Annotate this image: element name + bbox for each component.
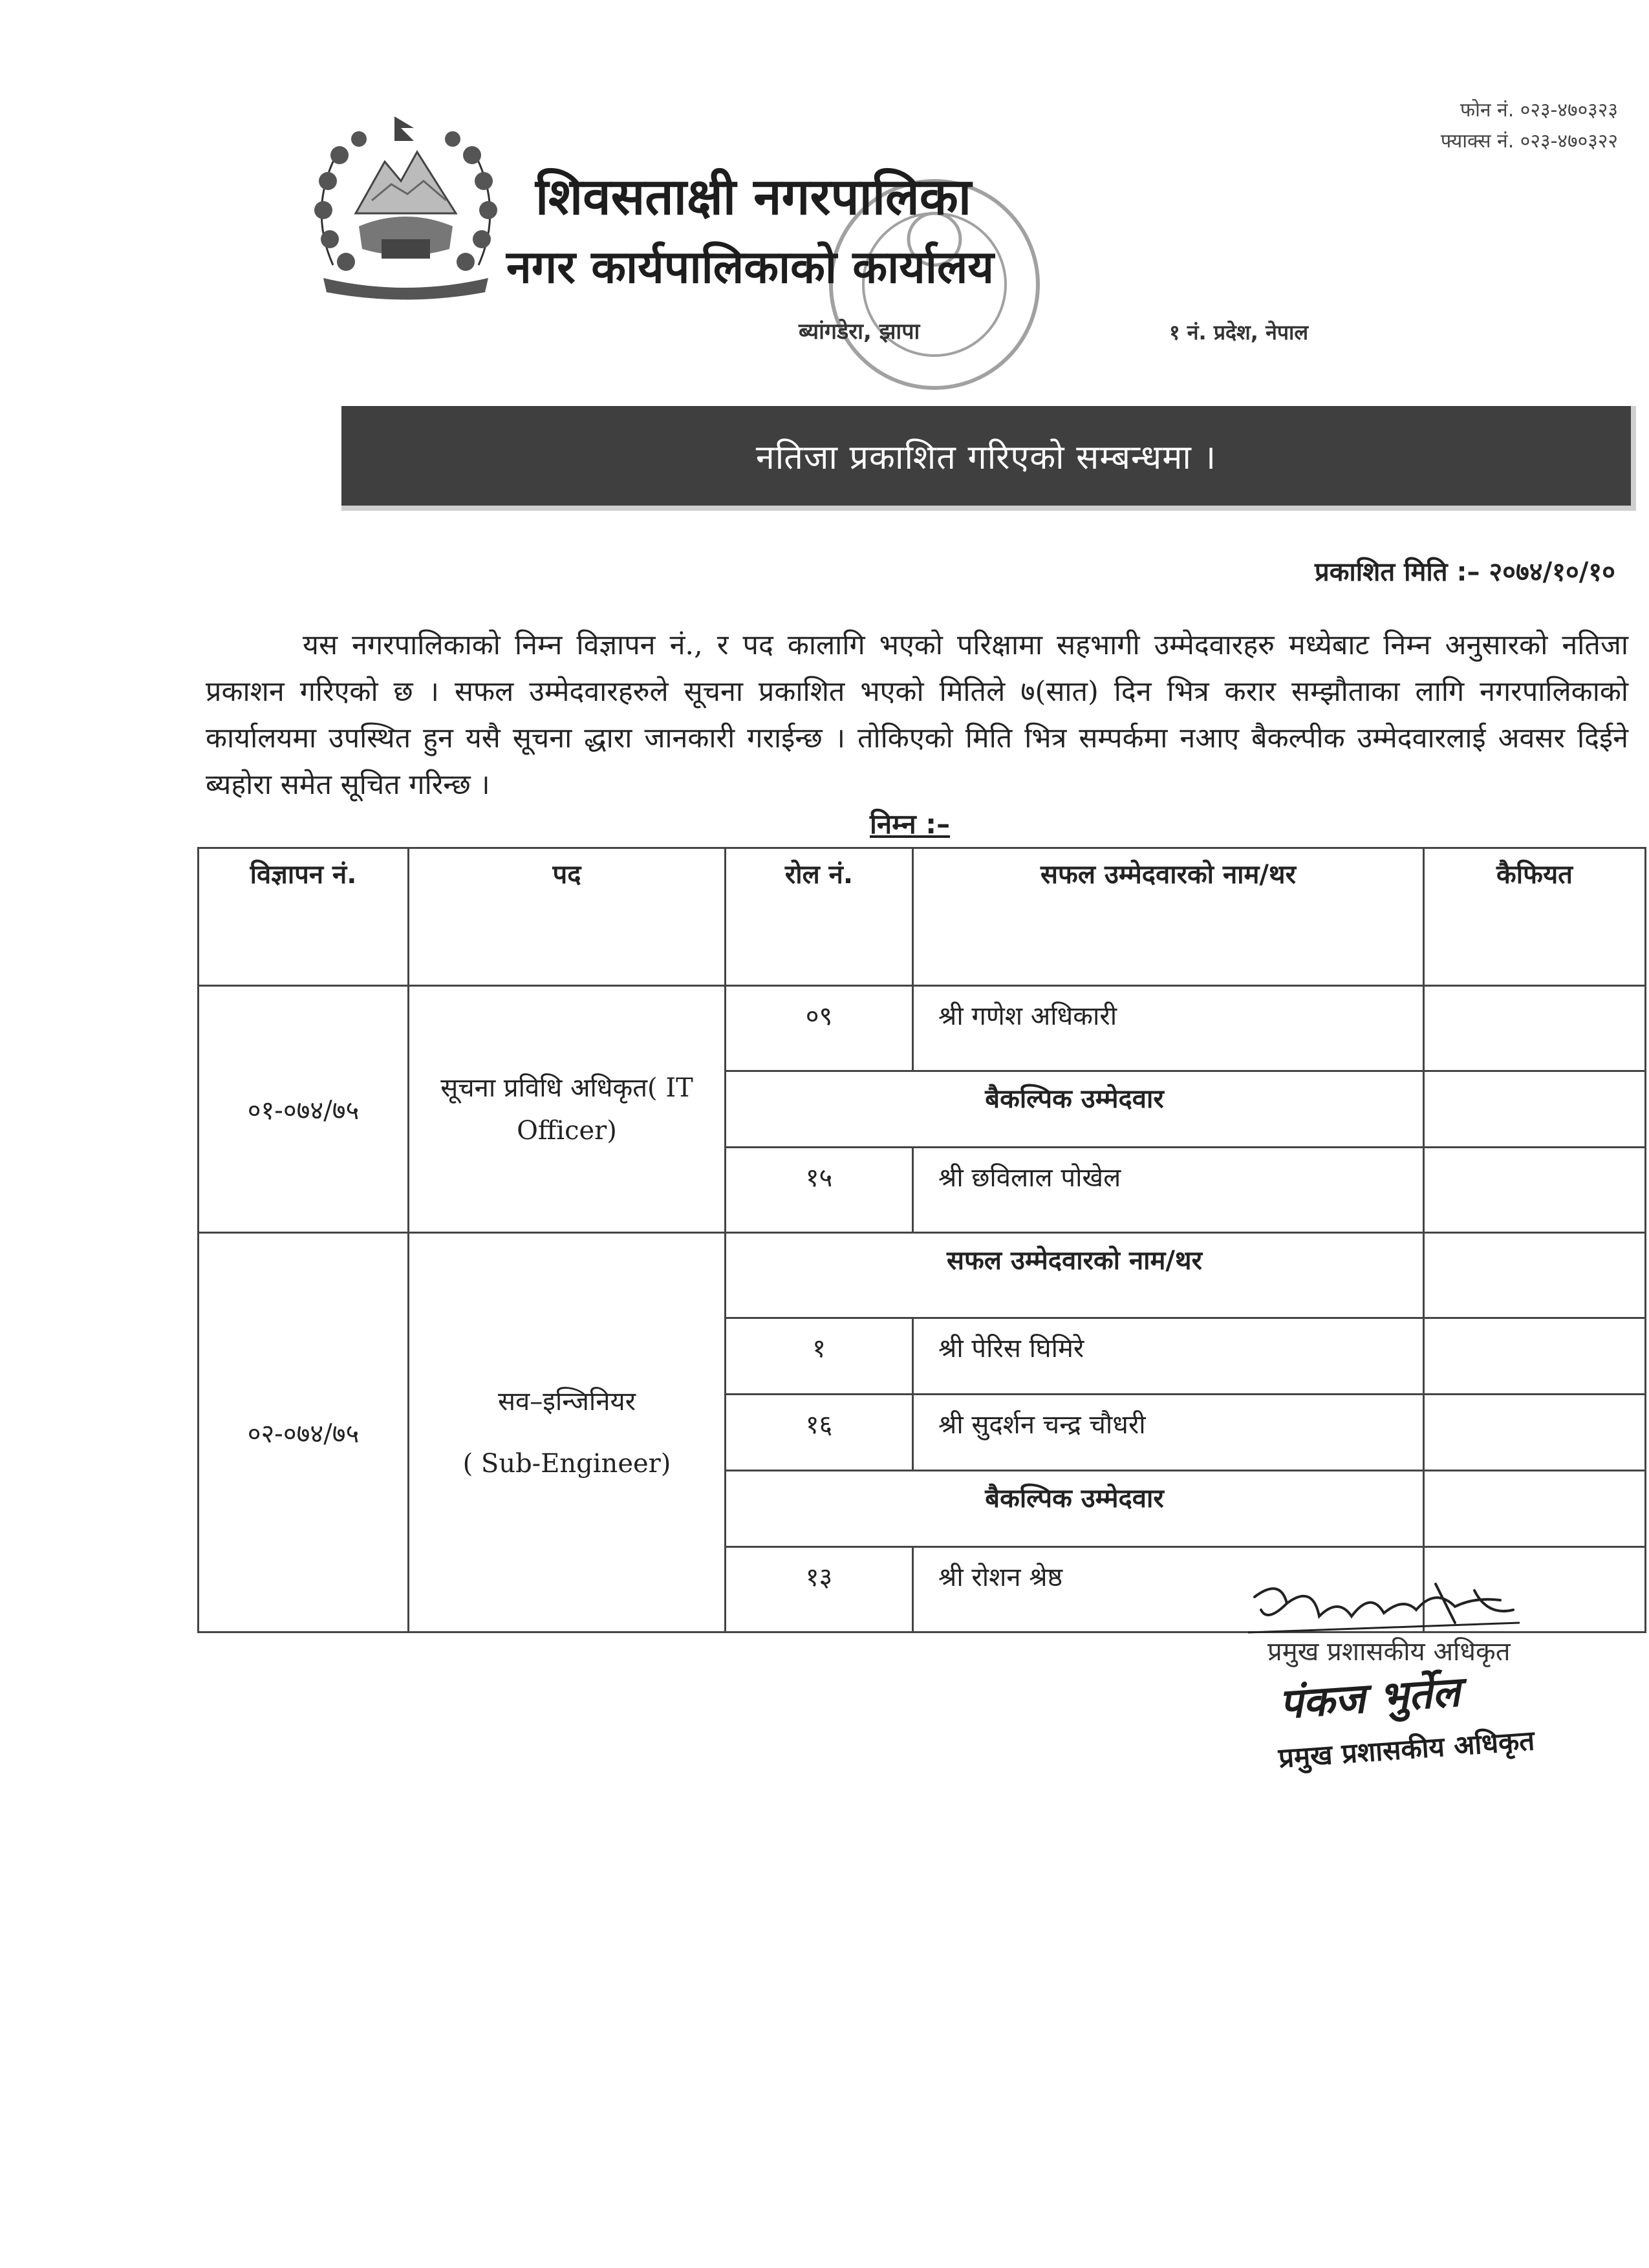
remarks-cell xyxy=(1424,1318,1646,1395)
list-heading: निम्न :– xyxy=(870,808,951,840)
adv-number: ०२-०७४/७५ xyxy=(199,1233,409,1632)
results-table xyxy=(197,847,1646,1633)
candidate-name: श्री सुदर्शन चन्द्र चौधरी xyxy=(913,1395,1424,1471)
roll-number: ०९ xyxy=(726,986,913,1071)
office-location: ब्यांगडेरा, झापा xyxy=(799,319,920,345)
alternate-candidate-label: बैकल्पिक उम्मेदवार xyxy=(726,1471,1424,1547)
header-remarks: कैफियत xyxy=(1424,848,1646,986)
successful-candidate-label: सफल उम्मेदवारको नाम/थर xyxy=(726,1233,1424,1318)
remarks-cell xyxy=(1424,1471,1646,1547)
candidate-name: श्री रोशन श्रेष्ठ xyxy=(913,1547,1424,1632)
table-row xyxy=(199,986,1646,1071)
fax-number: फ्याक्स नं. ०२३-४७०३२२ xyxy=(1440,130,1618,153)
roll-number: १ xyxy=(726,1318,913,1395)
candidate-name: श्री गणेश अधिकारी xyxy=(913,986,1424,1071)
remarks-cell xyxy=(1424,1071,1646,1148)
post-name-nepali: सव–इन्जिनियर xyxy=(498,1386,636,1417)
subject-banner xyxy=(341,406,1636,511)
alternate-candidate-label: बैकल्पिक उम्मेदवार xyxy=(726,1071,1424,1148)
candidate-name: श्री पेरिस घिमिरे xyxy=(913,1318,1424,1395)
remarks-cell xyxy=(1424,986,1646,1071)
notice-body: यस नगरपालिकाको निम्न विज्ञापन नं., र पद कालागि भएको परिक्षामा सहभागी उम्मेदवारहरु मध्येबाट निम्न अनुसारको नतिजा प्रकाशन गरिएको छ । सफल उम्मेदवारहरुले सूचना प्रकाशित भएको मितिले ७(सात) दिन भित्र करार सम्झौताका लागि नगरपालिकाको कार्यालयमा उपस्थित हुन यसै सूचना द्धारा जानकारी गराईन्छ । तोकिएको मिति भित्र सम्पर्कमा नआए बैकल्पीक उम्मेदवारलाई अवसर दिईने ब्यहोरा समेत सूचित गरिन्छ । xyxy=(206,629,1628,801)
post-name-english: ( Sub-Engineer) xyxy=(462,1448,671,1479)
roll-number: १५ xyxy=(726,1148,913,1233)
remarks-cell xyxy=(1424,1148,1646,1233)
office-province: १ नं. प्रदेश, नेपाल xyxy=(1169,320,1309,345)
table-row xyxy=(199,1233,1646,1318)
signatory-title-handwritten: प्रमुख प्रशासकीय अधिकृत xyxy=(1267,1637,1511,1667)
header-adv-no: विज्ञापन नं. xyxy=(199,848,409,986)
signatory-title-stamp: प्रमुख प्रशासकीय अधिकृत xyxy=(1277,1724,1536,1774)
post-name: सूचना प्रविधि अधिकृत( IT Officer) xyxy=(409,986,726,1233)
header-candidate-name: सफल उम्मेदवारको नाम/थर xyxy=(913,848,1424,986)
header-roll-no: रोल नं. xyxy=(726,848,913,986)
subject-text: नतिजा प्रकाशित गरिएको सम्बन्धमा । xyxy=(755,438,1217,477)
roll-number: १३ xyxy=(726,1547,913,1632)
phone-number: फोन नं. ०२३-४७०३२३ xyxy=(1460,99,1618,122)
signatory-name-stamp: पंकज भुर्तेल xyxy=(1277,1668,1462,1729)
office-subtitle: नगर कार्यपालिकाको कार्यालय xyxy=(506,241,995,294)
remarks-cell xyxy=(1424,1233,1646,1318)
candidate-name: श्री छविलाल पोखेल xyxy=(913,1148,1424,1233)
adv-number: ०१-०७४/७५ xyxy=(199,986,409,1233)
remarks-cell xyxy=(1424,1395,1646,1471)
office-name: शिवसताक्षी नगरपालिका xyxy=(535,168,972,226)
table-header-row xyxy=(199,848,1646,986)
header-post: पद xyxy=(409,848,726,986)
handwritten-signature xyxy=(1242,1571,1526,1642)
roll-number: १६ xyxy=(726,1395,913,1471)
post-name xyxy=(409,1233,726,1632)
published-date: प्रकाशित मिति :– २०७४/१०/१० xyxy=(1314,557,1615,587)
